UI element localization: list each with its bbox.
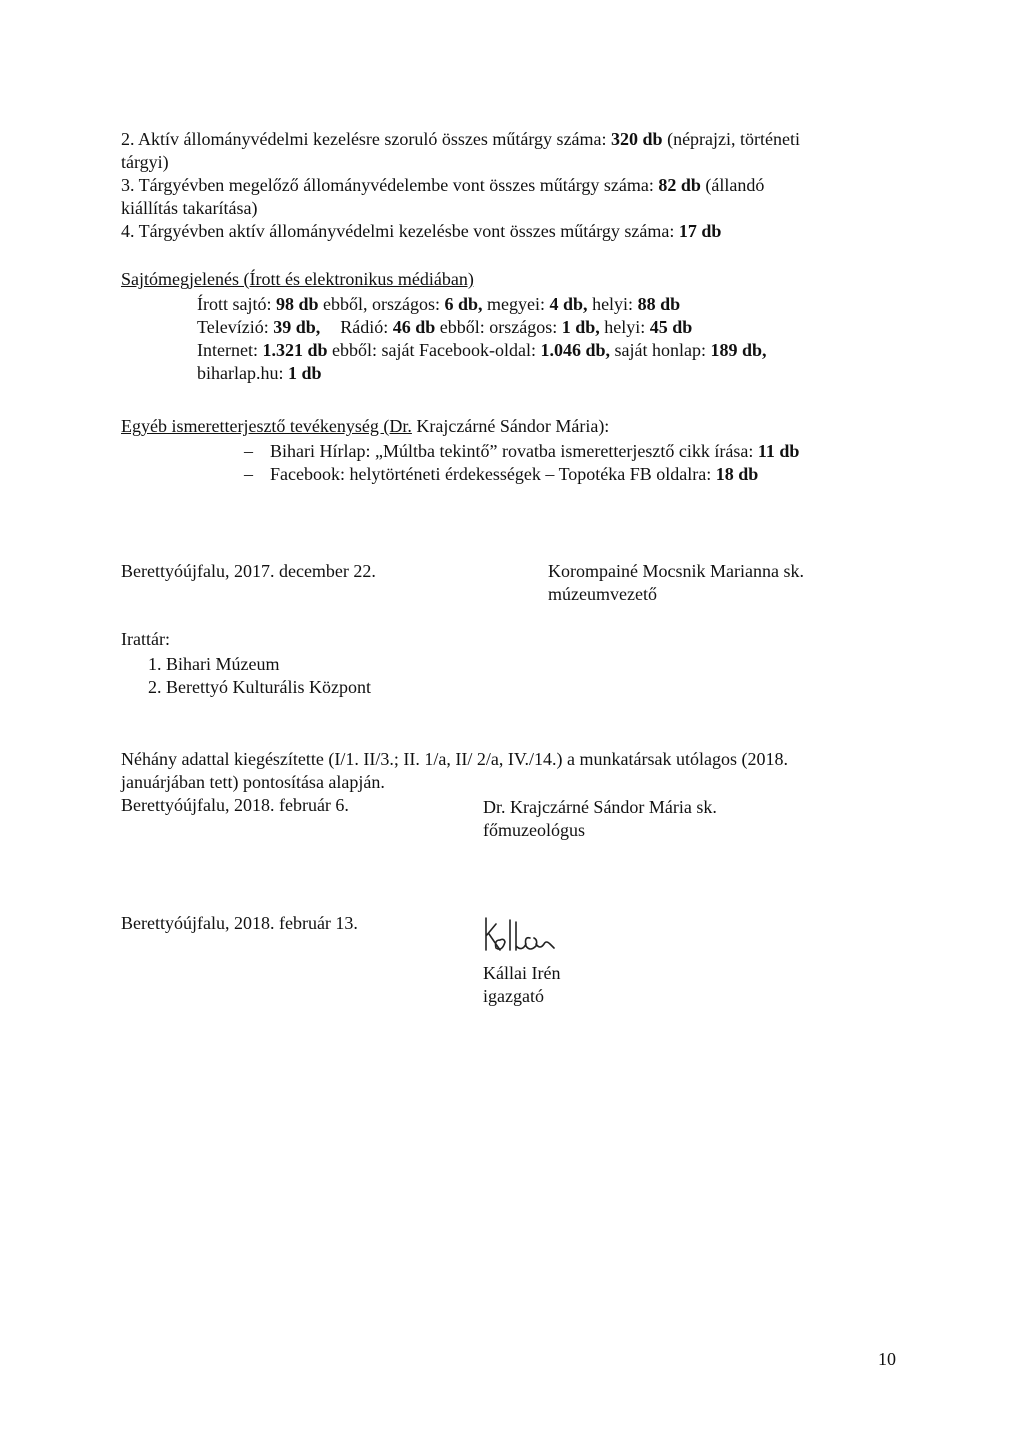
press-biharlap: biharlap.hu: 1 db bbox=[197, 363, 322, 383]
archive-list bbox=[148, 653, 371, 699]
archive-label: Irattár: bbox=[121, 629, 170, 649]
sign1-place-date: Berettyóújfalu, 2017. december 22. bbox=[121, 561, 376, 581]
list-item: 1. Bihari Múzeum bbox=[148, 654, 280, 674]
sign2-title: igazgató bbox=[483, 986, 544, 1006]
bullet-item: – Facebook: helytörténeti érdekességek – Topotéka FB oldalra: 18 db bbox=[244, 464, 759, 484]
note-title: főmuzeológus bbox=[483, 820, 585, 840]
sign2-place-date: Berettyóújfalu, 2018. február 13. bbox=[121, 913, 358, 933]
sign2-block bbox=[483, 962, 560, 1008]
press-details bbox=[197, 293, 767, 385]
note-line: januárjában tett) pontosítása alapján. bbox=[121, 772, 385, 792]
other-bullets bbox=[244, 440, 799, 486]
sign1-block bbox=[548, 560, 804, 606]
sign2-name: Kállai Irén bbox=[483, 963, 561, 983]
note-signature-block bbox=[483, 796, 717, 842]
page-number: 10 bbox=[878, 1349, 896, 1369]
note-name: Dr. Krajczárné Sándor Mária sk. bbox=[483, 797, 717, 817]
item-2-cont: tárgyi) bbox=[121, 152, 169, 172]
press-print: Írott sajtó: 98 db ebből, országos: 6 db, megyei: 4 db, helyi: 88 db bbox=[197, 294, 681, 314]
press-internet: Internet: 1.321 db ebből: saját Facebook-oldal: 1.046 db, saját honlap: 189 db, bbox=[197, 340, 767, 360]
press-tv-radio: Televízió: 39 db, Rádió: 46 db ebből: országos: 1 db, helyi: 45 db bbox=[197, 317, 693, 337]
dash-bullet: – bbox=[244, 464, 253, 484]
item-4: 4. Tárgyévben aktív állományvédelmi kezelésbe vont összes műtárgy száma: 17 db bbox=[121, 221, 722, 241]
other-heading: Egyéb ismeretterjesztő tevékenység (Dr. Krajczárné Sándor Mária): bbox=[121, 416, 610, 436]
list-item: 2. Berettyó Kulturális Központ bbox=[148, 677, 371, 697]
item-3-cont: kiállítás takarítása) bbox=[121, 198, 258, 218]
handwritten-signature bbox=[480, 910, 590, 960]
sign1-title: múzeumvezető bbox=[548, 584, 657, 604]
press-heading: Sajtómegjelenés (Írott és elektronikus médiában) bbox=[121, 269, 474, 289]
item-2: 2. Aktív állományvédelmi kezelésre szoruló összes műtárgy száma: 320 db (néprajzi, történeti bbox=[121, 129, 801, 149]
sign1-name: Korompainé Mocsnik Marianna sk. bbox=[548, 561, 804, 581]
item-3: 3. Tárgyévben megelőző állományvédelembe vont összes műtárgy száma: 82 db (állandó bbox=[121, 175, 765, 195]
bullet-item: – Bihari Hírlap: „Múltba tekintő” rovatba ismeretterjesztő cikk írása: 11 db bbox=[244, 441, 800, 461]
note-line: Néhány adattal kiegészítette (I/1. II/3.; II. 1/a, II/ 2/a, IV./14.) a munkatársak utólagos (2018. bbox=[121, 749, 788, 769]
dash-bullet: – bbox=[244, 441, 253, 461]
stock-protection-items bbox=[121, 128, 800, 243]
note-place-date: Berettyóújfalu, 2018. február 6. bbox=[121, 795, 349, 815]
